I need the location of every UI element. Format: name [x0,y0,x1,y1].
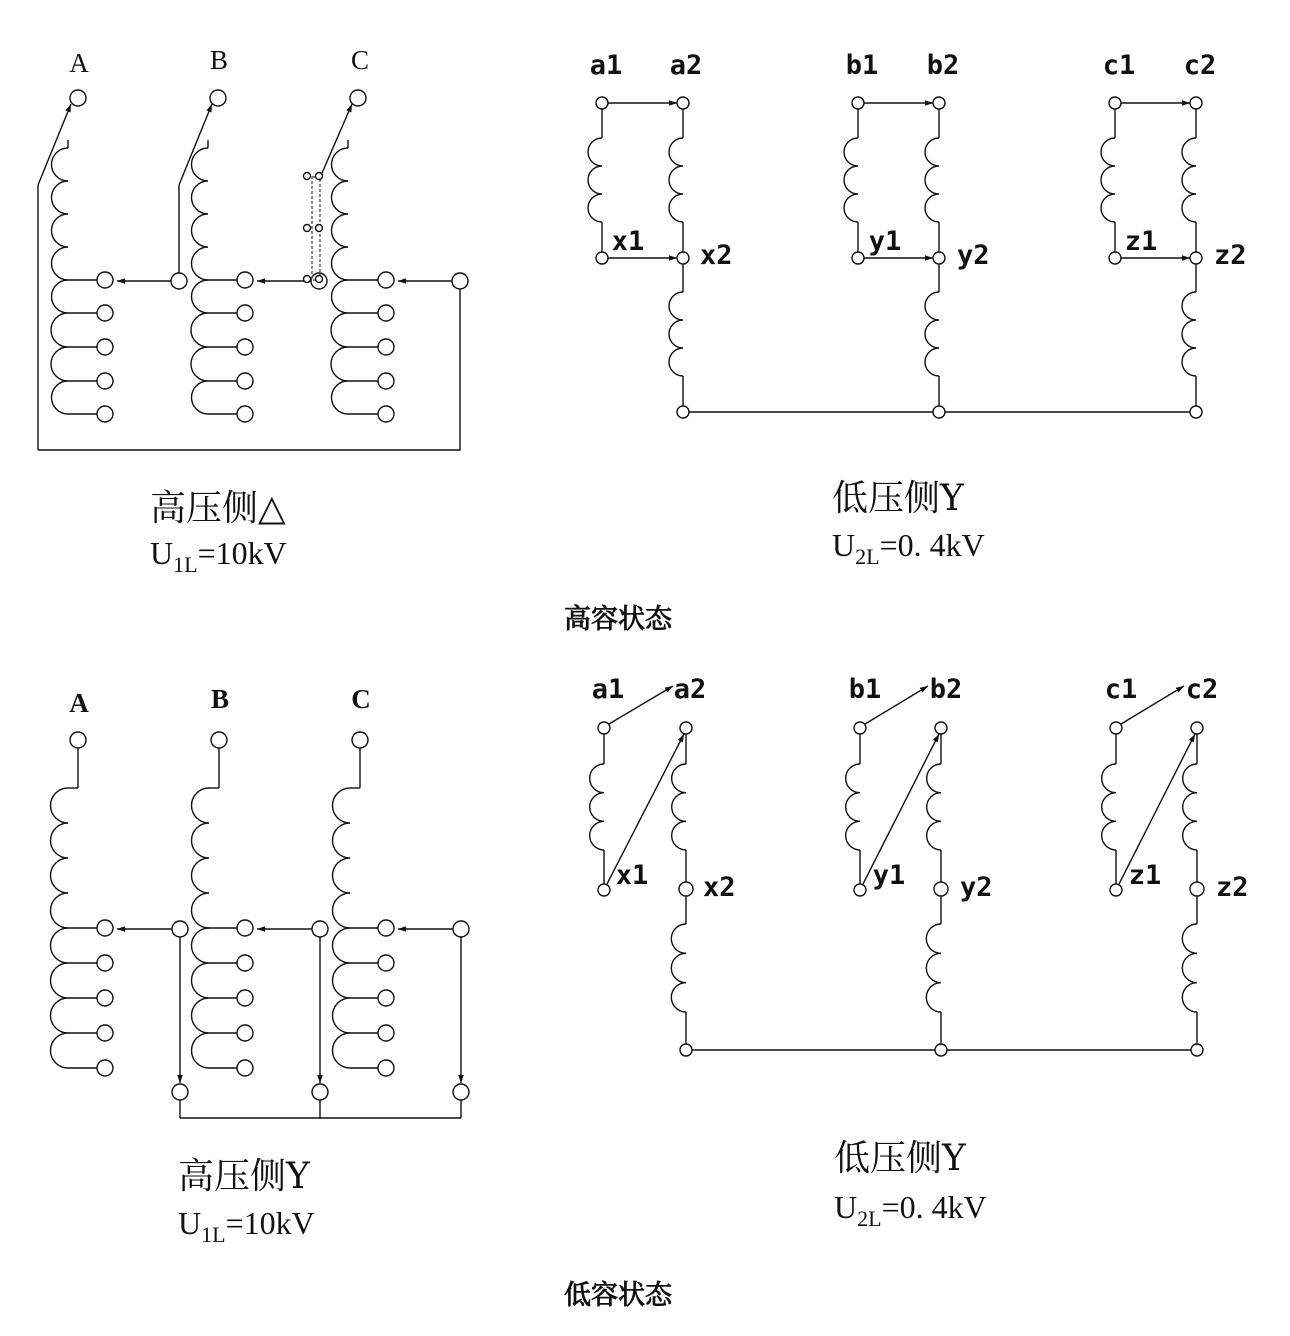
tap-terminal [378,406,394,422]
hv-line-terminal [211,732,227,748]
lv-coil-3 [1182,292,1196,376]
lv-terminal-1 [852,97,864,109]
bottom-lv-label-x1: x1 [615,860,649,891]
top-lv-voltage [832,527,985,569]
lv-terminal-2 [1190,97,1202,109]
switch-handle [304,225,311,232]
tap-terminal [378,373,394,389]
tap-terminal [237,990,253,1006]
lv-coil-1 [844,138,858,222]
hv-tapped-coil [331,280,348,414]
lv-coil-2 [1182,138,1196,222]
tap-terminal [97,339,113,355]
voltage-value: =10kV [225,1205,315,1241]
star-terminal [312,1084,328,1100]
top-lv-label-c2: c2 [1183,50,1217,81]
neutral-terminal [680,1044,692,1056]
hv-main-coil [333,788,351,928]
voltage-value: =10kV [197,535,287,571]
lv-coil-3 [669,292,683,376]
lv-terminal-1 [598,722,610,734]
neutral-terminal [677,406,689,418]
bottom-hv-label-b: B [210,684,230,714]
bottom-lv-label-a1: a1 [591,674,625,705]
bottom-hv-voltage [178,1205,315,1247]
bottom-lv-label-z2: z2 [1216,872,1249,903]
top-lv-label-z1: z1 [1124,226,1158,257]
bottom-lv-label-c1: c1 [1104,674,1138,705]
top-hv-label-b: B [209,45,229,75]
hv-line-terminal [352,732,368,748]
hv-tapped-coil [333,928,351,1068]
lv-coil-2 [672,764,686,850]
star-terminal [172,1084,188,1100]
bottom-state-label: 低容状态 [564,1280,672,1311]
switch-handle [304,276,311,283]
lv-terminal-2 [935,722,947,734]
lv-coil-3 [926,924,941,1012]
bottom-lv-label-y1: y1 [872,860,906,891]
voltage-subscript: 1L [201,1222,226,1247]
hv-main-coil [192,148,209,280]
tap-terminal [378,1025,394,1041]
tap-terminal [237,305,253,321]
lv-terminal-1 [1110,884,1122,896]
star-terminal [453,1084,469,1100]
top-hv-label-a: A [69,48,89,78]
top-lv-label-x1: x1 [611,226,645,257]
bottom-lv-caption: 低压侧Y [834,1138,966,1179]
lv-terminal-2 [680,722,692,734]
voltage-subscript: 2L [857,1206,882,1231]
hv-tapped-coil [51,928,69,1068]
tap-selector-terminal [171,273,187,289]
bottom-hv-label-c: C [351,684,371,714]
tap-selector-terminal [172,921,188,937]
top-lv-label-c1: c1 [1102,50,1136,81]
top-hv-label-c: C [350,45,370,75]
bottom-lv-label-y2: y2 [960,872,993,903]
lv-terminal-1 [598,884,610,896]
bottom-lv-voltage [834,1189,987,1231]
lv-coil-1 [588,138,602,222]
tap-terminal [237,272,253,288]
hv-main-coil [52,148,69,280]
lv-terminal-1 [852,252,864,264]
top-lv-label-b1: b1 [845,50,879,81]
tap-terminal [378,955,394,971]
neutral-terminal [935,1044,947,1056]
top-hv-caption: 高压侧△ [150,488,286,529]
tap-terminal [237,955,253,971]
voltage-value: =0. 4kV [879,527,985,563]
top-lv-label-b2: b2 [926,50,960,81]
hv-line-terminal [210,90,226,106]
lv-terminal-2 [933,97,945,109]
tap-terminal [237,406,253,422]
lv-coil-2 [925,138,939,222]
lv-terminal-2 [934,882,948,896]
lv-coil-2 [927,764,941,850]
lv-coil-1 [1101,138,1115,222]
tap-terminal [237,339,253,355]
bottom-lv-label-a2: a2 [673,674,707,705]
lv-coil-1 [590,764,604,850]
lv-terminal-2 [679,882,693,896]
tap-terminal [378,1060,394,1076]
hv-main-coil [192,788,210,928]
tap-terminal [378,920,394,936]
lv-coil-3 [1182,924,1197,1012]
lv-terminal-1 [1109,97,1121,109]
lv-coil-3 [925,292,939,376]
lv-coil-1 [846,764,860,850]
hv-lead-arrow [179,104,212,185]
tap-terminal [97,272,113,288]
switch-handle [316,276,323,283]
tap-terminal [97,1025,113,1041]
lv-terminal-1 [596,97,608,109]
bottom-lv-label-x2: x2 [703,872,736,903]
lv-terminal-2 [1190,882,1204,896]
voltage-symbol: U [832,527,856,563]
lv-terminal-2 [1190,252,1202,264]
tap-terminal [97,990,113,1006]
tap-terminal [378,305,394,321]
switch-handle [316,225,323,232]
voltage-symbol: U [178,1205,202,1241]
top-lv-caption: 低压侧Y [832,478,964,519]
top-lv-label-a1: a1 [589,50,623,81]
hv-line-terminal [350,90,366,106]
tap-terminal [97,955,113,971]
bottom-lv-label-b1: b1 [848,674,882,705]
hv-tapped-coil [191,280,208,414]
tap-terminal [378,272,394,288]
tap-selector-terminal [453,921,469,937]
lv-coil-1 [1102,764,1116,850]
hv-lead-arrow [319,104,352,180]
lv-terminal-1 [854,884,866,896]
top-state-label: 高容状态 [564,604,672,635]
lv-terminal-2 [933,252,945,264]
tap-terminal [237,373,253,389]
top-hv-voltage [150,535,287,577]
neutral-terminal [1190,406,1202,418]
top-lv-label-y2: y2 [957,240,990,271]
top-lv-label-a2: a2 [669,50,703,81]
tap-terminal [97,305,113,321]
tap-terminal [97,920,113,936]
voltage-symbol: U [150,535,174,571]
tap-terminal [237,920,253,936]
hv-main-coil [332,148,349,280]
lv-terminal-2 [677,97,689,109]
tap-terminal [97,373,113,389]
lv-coil-3 [671,924,686,1012]
tap-terminal [378,990,394,1006]
top-lv-label-z2: z2 [1214,240,1247,271]
bottom-lv-label-b2: b2 [929,674,963,705]
bottom-hv-label-a: A [69,688,89,718]
top-lv-label-x2: x2 [700,240,733,271]
tap-terminal [237,1060,253,1076]
hv-main-coil [51,788,69,928]
bottom-lv-label-c2: c2 [1185,674,1219,705]
tap-terminal [97,1060,113,1076]
lv-terminal-1 [596,252,608,264]
voltage-value: =0. 4kV [881,1189,987,1225]
lv-terminal-1 [854,722,866,734]
lv-terminal-2 [1191,722,1203,734]
tap-selector-terminal [312,921,328,937]
hv-line-terminal [70,732,86,748]
switch-handle [316,173,323,180]
switch-handle [304,173,311,180]
lv-terminal-2 [677,252,689,264]
hv-tapped-coil [51,280,68,414]
bottom-lv-label-z1: z1 [1128,860,1162,891]
lv-terminal-1 [1109,252,1121,264]
lv-terminal-1 [1110,722,1122,734]
lv-coil-2 [1183,764,1197,850]
bottom-hv-caption: 高压侧Y [178,1156,310,1197]
neutral-terminal [1191,1044,1203,1056]
lv-coil-2 [669,138,683,222]
top-lv-label-y1: y1 [868,226,902,257]
hv-line-terminal [70,90,86,106]
neutral-terminal [933,406,945,418]
tap-terminal [237,1025,253,1041]
voltage-subscript: 1L [173,552,198,577]
tap-selector-terminal [452,273,468,289]
voltage-symbol: U [834,1189,858,1225]
hv-tapped-coil [192,928,210,1068]
tap-terminal [97,406,113,422]
tap-terminal [378,339,394,355]
voltage-subscript: 2L [855,544,880,569]
